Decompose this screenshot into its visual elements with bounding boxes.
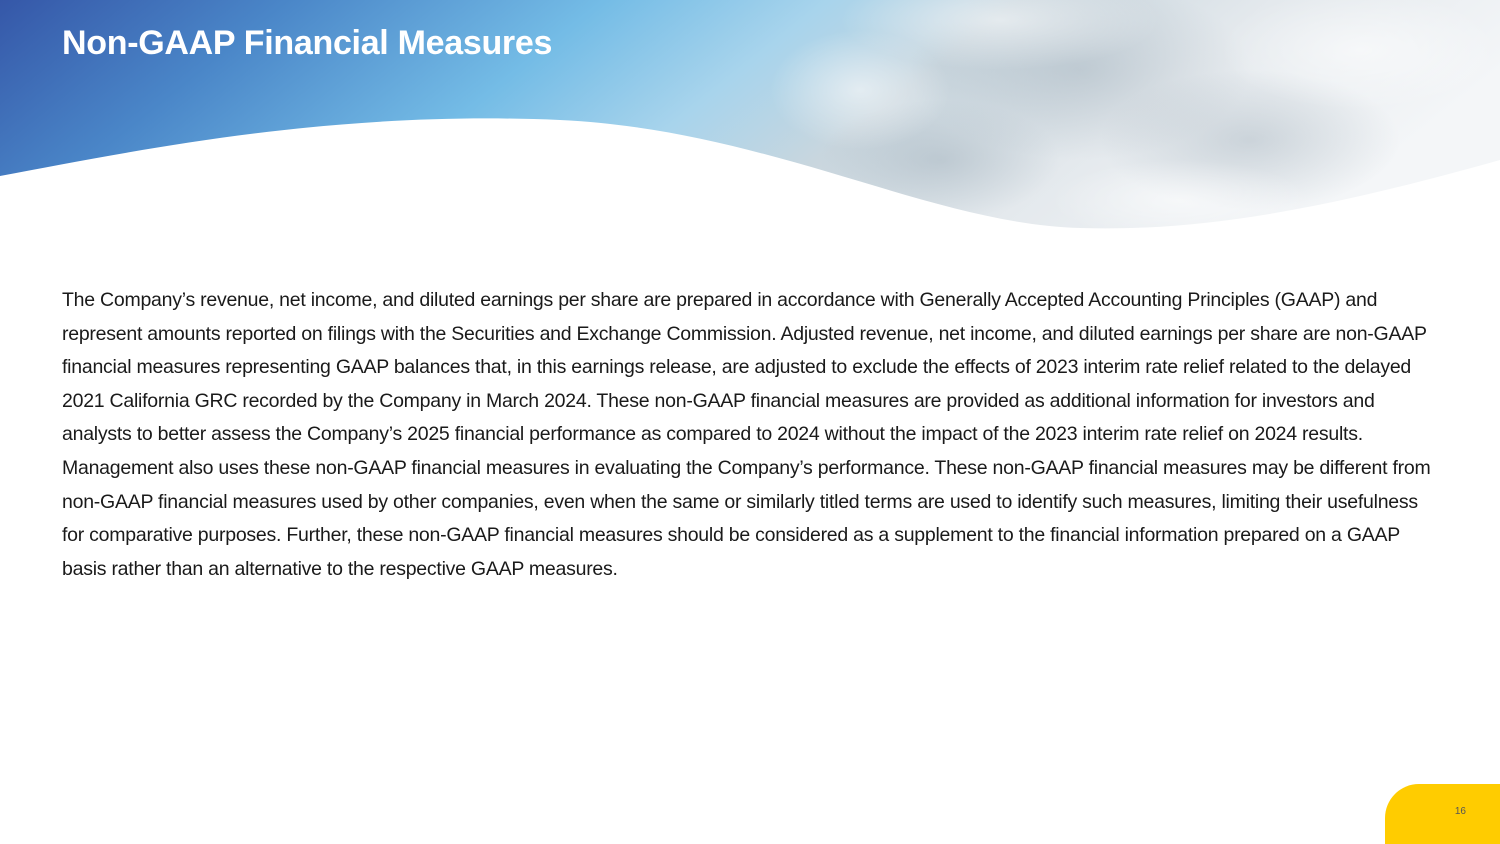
page-number-badge	[1385, 784, 1500, 844]
slide-title: Non-GAAP Financial Measures	[62, 24, 553, 62]
body-paragraph: The Company’s revenue, net income, and diluted earnings per share are prepared in accordance with Generally Accepted Accounting Principles (GAAP) and represent amounts reported on filings with the Securities and Exchange Commission. Adjusted revenue, net income, and diluted earnings per share are non-GAAP financial measures representing GAAP balances that, in this earnings release, are adjusted to exclude the effects of 2023 interim rate relief related to the delayed 2021 California GRC recorded by the Company in March 2024. These non-GAAP financial measures are provided as additional information for investors and analysts to better assess the Company’s 2025 financial performance as compared to 2024 without the impact of the 2023 interim rate relief on 2024 results. Management also uses these non-GAAP financial measures in evaluating the Company’s performance. These non-GAAP financial measures may be different from non-GAAP financial measures used by other companies, even when the same or similarly titled terms are used to identify such measures, limiting their usefulness for comparative purposes. Further, these non-GAAP financial measures should be considered as a supplement to the financial information prepared on a GAAP basis rather than an alternative to the respective GAAP measures.	[62, 289, 1431, 580]
page-number: 16	[1454, 806, 1466, 817]
